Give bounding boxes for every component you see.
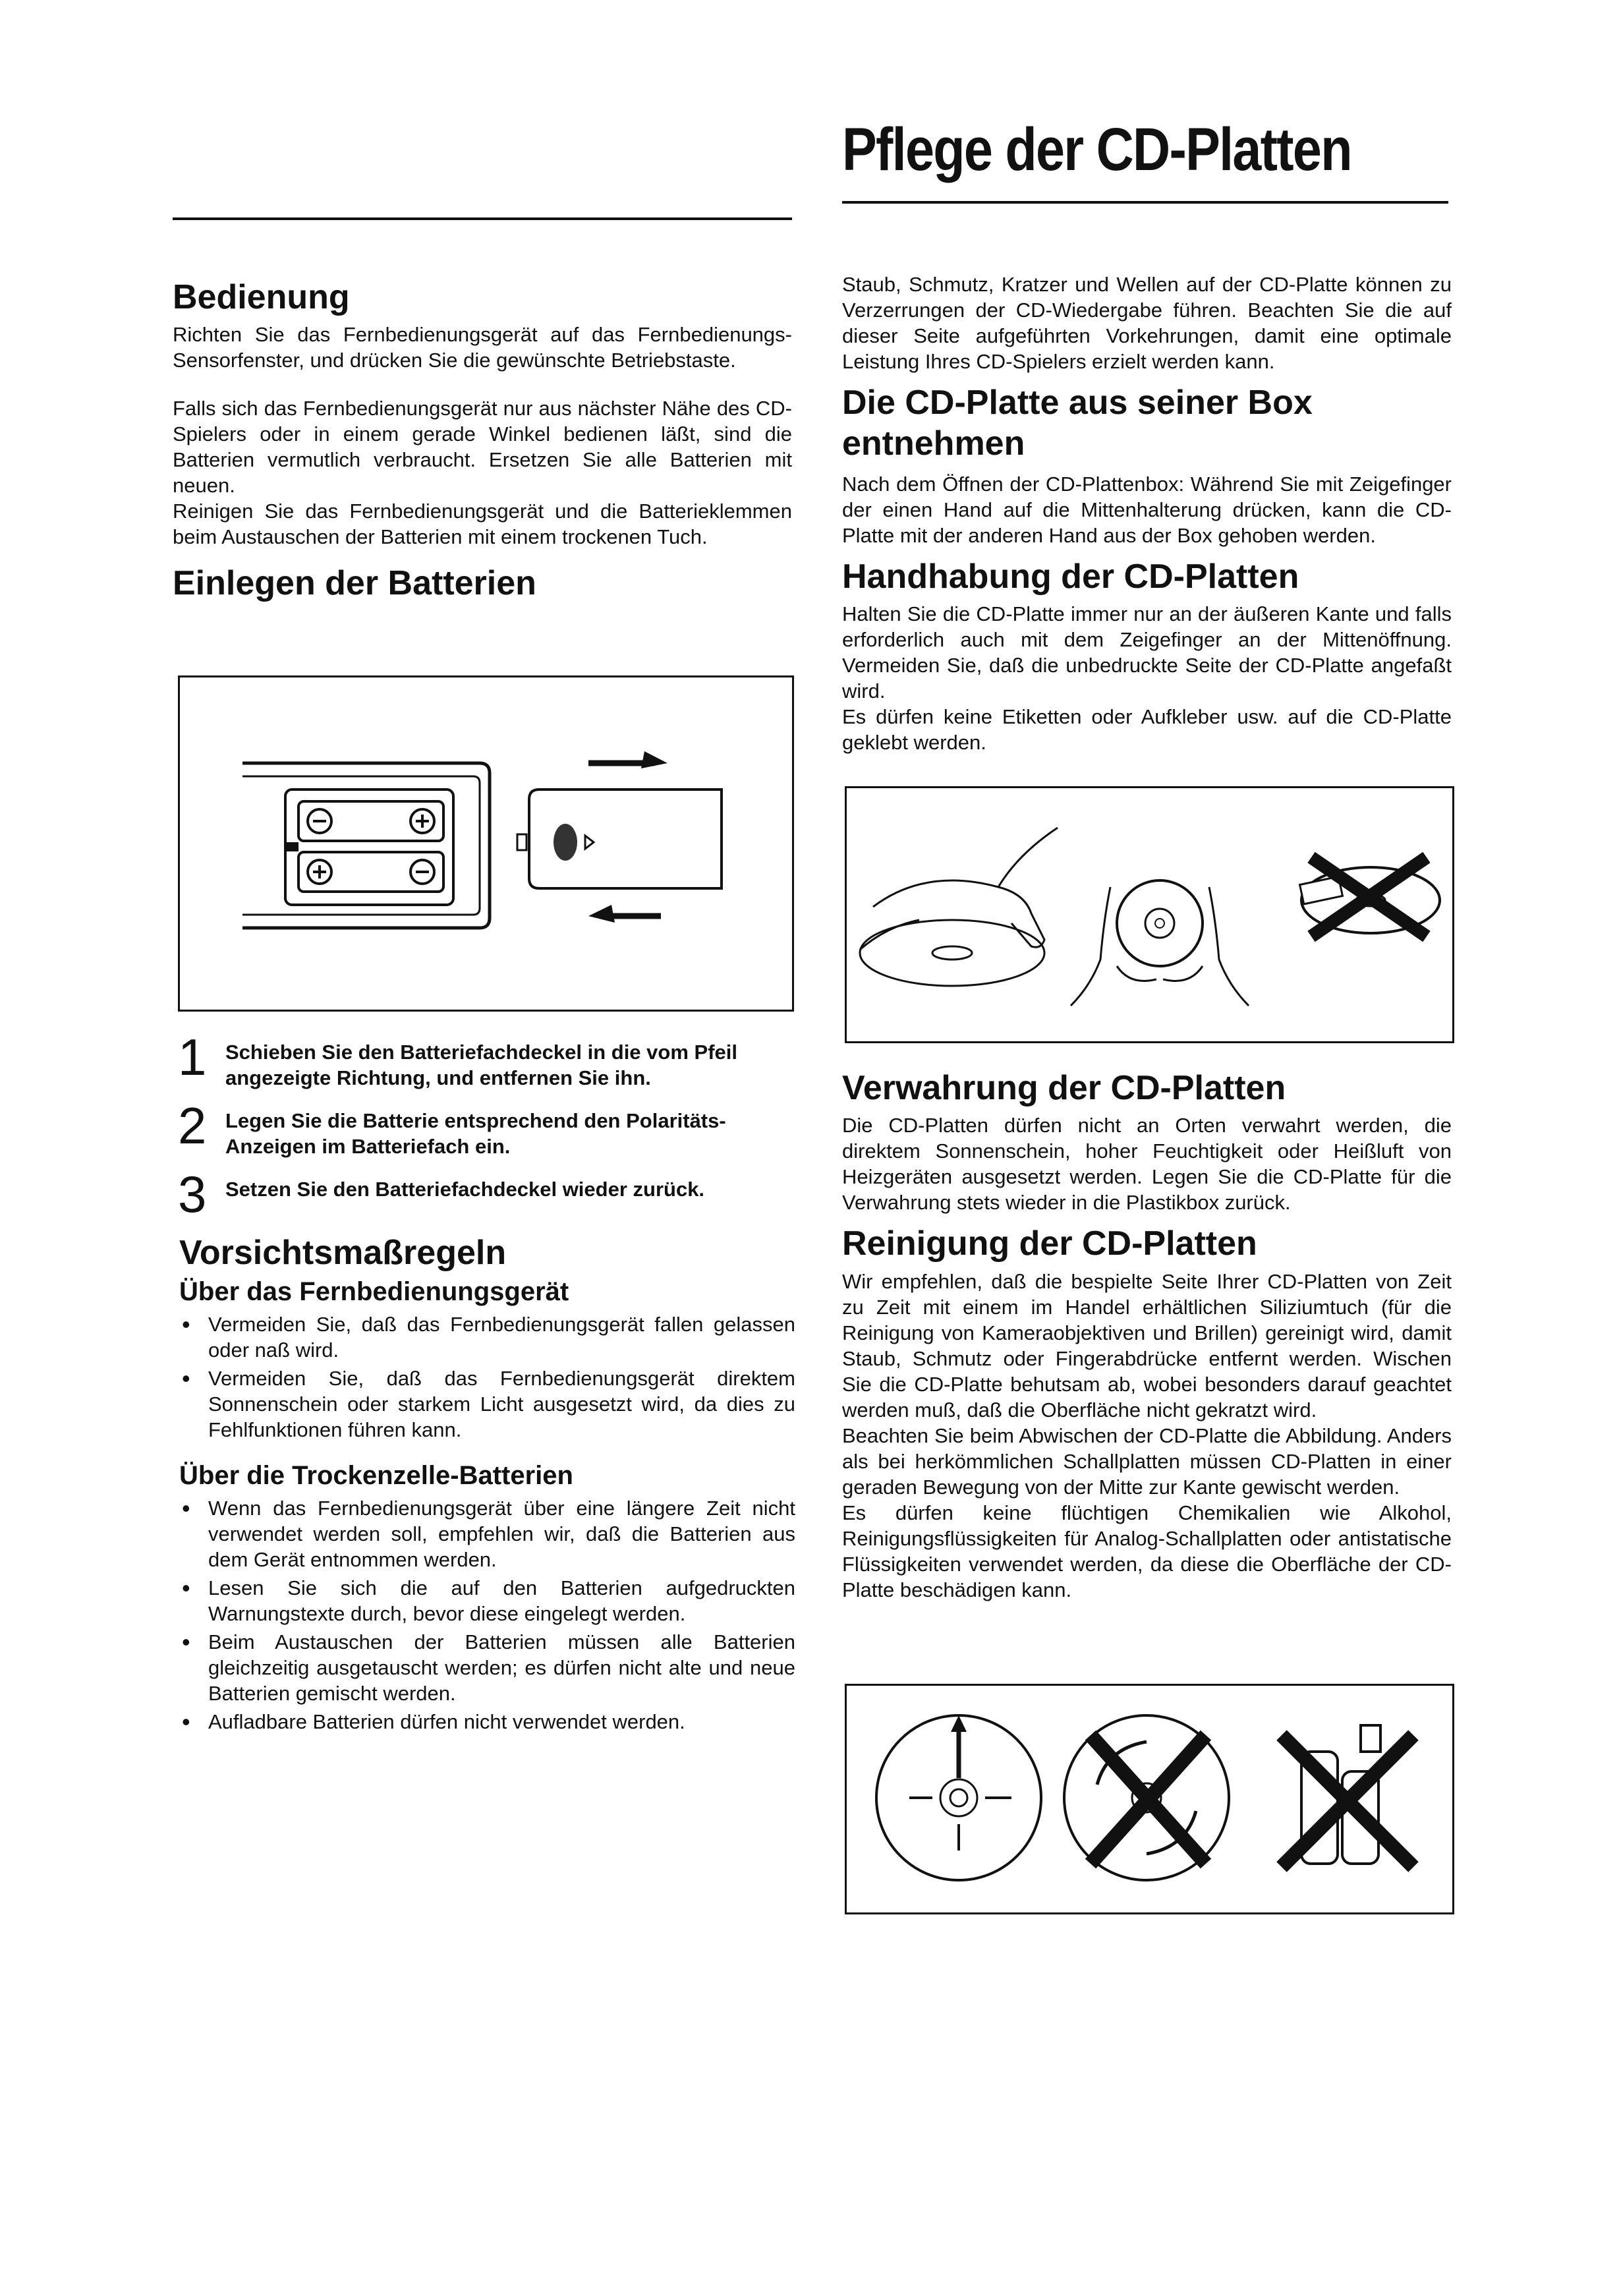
step-text: Legen Sie die Batterie entsprechend den Polaritäts-Anzeigen im Batteriefach ein. [225,1109,726,1158]
cd-handling-illustration [847,788,1452,1041]
vorsicht-sub-fernbedienung: Über das Fernbedienungsgerät [179,1277,569,1307]
list-item: • Beim Austauschen der Batterien müssen alle Batterien gleichzeitig ausgetauscht werden; es dürfen nicht alte und neue Batterien gemischt werden. [179,1629,795,1706]
remote-battery-illustration [180,677,792,1010]
right-column-top [842,272,1452,755]
einlegen-heading: Einlegen der Batterien [173,564,536,603]
entnehmen-heading: Die CD-Platte aus seiner Box entnehmen [842,384,1313,463]
handhabung-text-2: Es dürfen keine Etiketten oder Aufkleber usw. auf die CD-Platte geklebt werden. [842,705,1452,755]
intro-text: Staub, Schmutz, Kratzer und Wellen auf der CD-Platte können zu Verzerrungen der CD-Wiedergabe führen. Beachten Sie die auf dieser Seite aufgeführten Vorkehrungen, damit eine optimale Leistung Ihres CD-Spielers erzielt werden kann. [842,273,1452,373]
vorsicht-list-2 [179,1495,795,1735]
left-top-rule [173,217,792,220]
verwahrung-text: Die CD-Platten dürfen nicht an Orten verwahrt werden, die direktem Sonnenschein, hoher Feuchtigkeit oder Heißluft von Heizgeräten ausgesetzt werden. Legen Sie die CD-Platte für die Verwahrung stets wieder in die Plastikbox zurück. [842,1114,1452,1215]
entnehmen-text: Nach dem Öffnen der CD-Plattenbox: Während Sie mit Zeigefinger der einen Hand auf die Mittenhalterung drücken, kann die CD-Platte mit der anderen Hand aus der Box gehoben werden. [842,472,1452,547]
battery-figure [178,675,794,1012]
step-number: 3 [178,1165,207,1223]
handhabung-text-1: Halten Sie die CD-Platte immer nur an der äußeren Kante und falls erforderlich auch mit dem Zeigefinger an der Mittenöffnung. Vermeiden Sie, daß die unbedruckte Seite der CD-Platte angefaßt wird. [842,602,1452,703]
right-column-bottom [842,1068,1452,1603]
step-3 [178,1165,794,1223]
right-top-rule [842,201,1448,204]
step-1 [178,1028,794,1091]
steps-list [178,1028,794,1230]
bedienung-heading: Bedienung [173,278,350,316]
bedienung-text-2: Falls sich das Fernbedienungsgerät nur aus nächster Nähe des CD-Spielers oder in einem gerade Winkel bedienen läßt, sind die Batterien vermutlich verbraucht. Ersetzen Sie alle Batterien mit neuen. [173,397,792,498]
step-text: Schieben Sie den Batteriefachdeckel in die vom Pfeil angezeigte Richtung, und entfernen Sie ihn. [225,1041,737,1089]
step-number: 2 [178,1097,207,1155]
vorsicht-section [179,1232,795,1737]
step-text: Setzen Sie den Batteriefachdeckel wieder zurück. [225,1178,705,1201]
cleaning-figure [845,1684,1454,1914]
left-column [173,277,792,604]
list-item: • Vermeiden Sie, daß das Fernbedienungsgerät fallen gelassen oder naß wird. [179,1311,795,1363]
reinigung-text-3: Es dürfen keine flüchtigen Chemikalien wie Alkohol, Reinigungsflüssigkeiten für Analog-Schallplatten oder antistatische Flüssigkeiten verwendet werden, da diese die Oberfläche der CD-Platte beschädigen kann. [842,1501,1452,1601]
vorsicht-sub-batterien: Über die Trockenzelle-Batterien [179,1461,573,1491]
verwahrung-heading: Verwahrung der CD-Platten [842,1069,1286,1107]
vorsicht-list-1 [179,1311,795,1443]
page-title: Pflege der CD-Platten [842,116,1351,183]
list-item: • Lesen Sie sich die auf den Batterien aufgedruckten Warnungstexte durch, bevor diese eingelegt werden. [179,1575,795,1626]
reinigung-text-2: Beachten Sie beim Abwischen der CD-Platte die Abbildung. Anders als bei herkömmlichen Schallplatten müssen CD-Platten in einer geraden Bewegung von der Mitte zur Kante gewischt werden. [842,1423,1452,1499]
bedienung-text-3: Reinigen Sie das Fernbedienungsgerät und die Batterieklemmen beim Austauschen der Batterien mit einem trockenen Tuch. [173,500,792,549]
vorsicht-heading: Vorsichtsmaßregeln [179,1234,507,1272]
step-number: 1 [178,1028,207,1086]
reinigung-heading: Reinigung der CD-Platten [842,1224,1257,1263]
cd-cleaning-illustration [847,1686,1452,1912]
list-item: • Aufladbare Batterien dürfen nicht verwendet werden. [179,1709,795,1735]
step-2 [178,1097,794,1159]
list-item: • Wenn das Fernbedienungsgerät über eine längere Zeit nicht verwendet werden soll, empfehlen wir, daß die Batterien aus dem Gerät entnommen werden. [179,1495,795,1572]
handling-figure [845,786,1454,1043]
list-item: • Vermeiden Sie, daß das Fernbedienungsgerät direktem Sonnenschein oder starkem Licht ausgesetzt wird, da dies zu Fehlfunktionen führen kann. [179,1365,795,1443]
bedienung-text-1: Richten Sie das Fernbedienungsgerät auf das Fernbedienungs-Sensorfenster, und drücken Sie die gewünschte Betriebstaste. [173,323,792,372]
handhabung-heading: Handhabung der CD-Platten [842,557,1299,596]
reinigung-text-1: Wir empfehlen, daß die bespielte Seite Ihrer CD-Platten von Zeit zu Zeit mit einem im Handel erhältlichen Siliziumtuch (für die Reinigung von Kameraobjektiven und Brillen) gereinigt wird, damit Staub, Schmutz oder Fingerabdrücke entfernt werden. Wischen Sie die CD-Platte behutsam ab, wobei besonders darauf geachtet werden muß, daß die Oberfläche nicht gekratzt wird. [842,1269,1452,1421]
